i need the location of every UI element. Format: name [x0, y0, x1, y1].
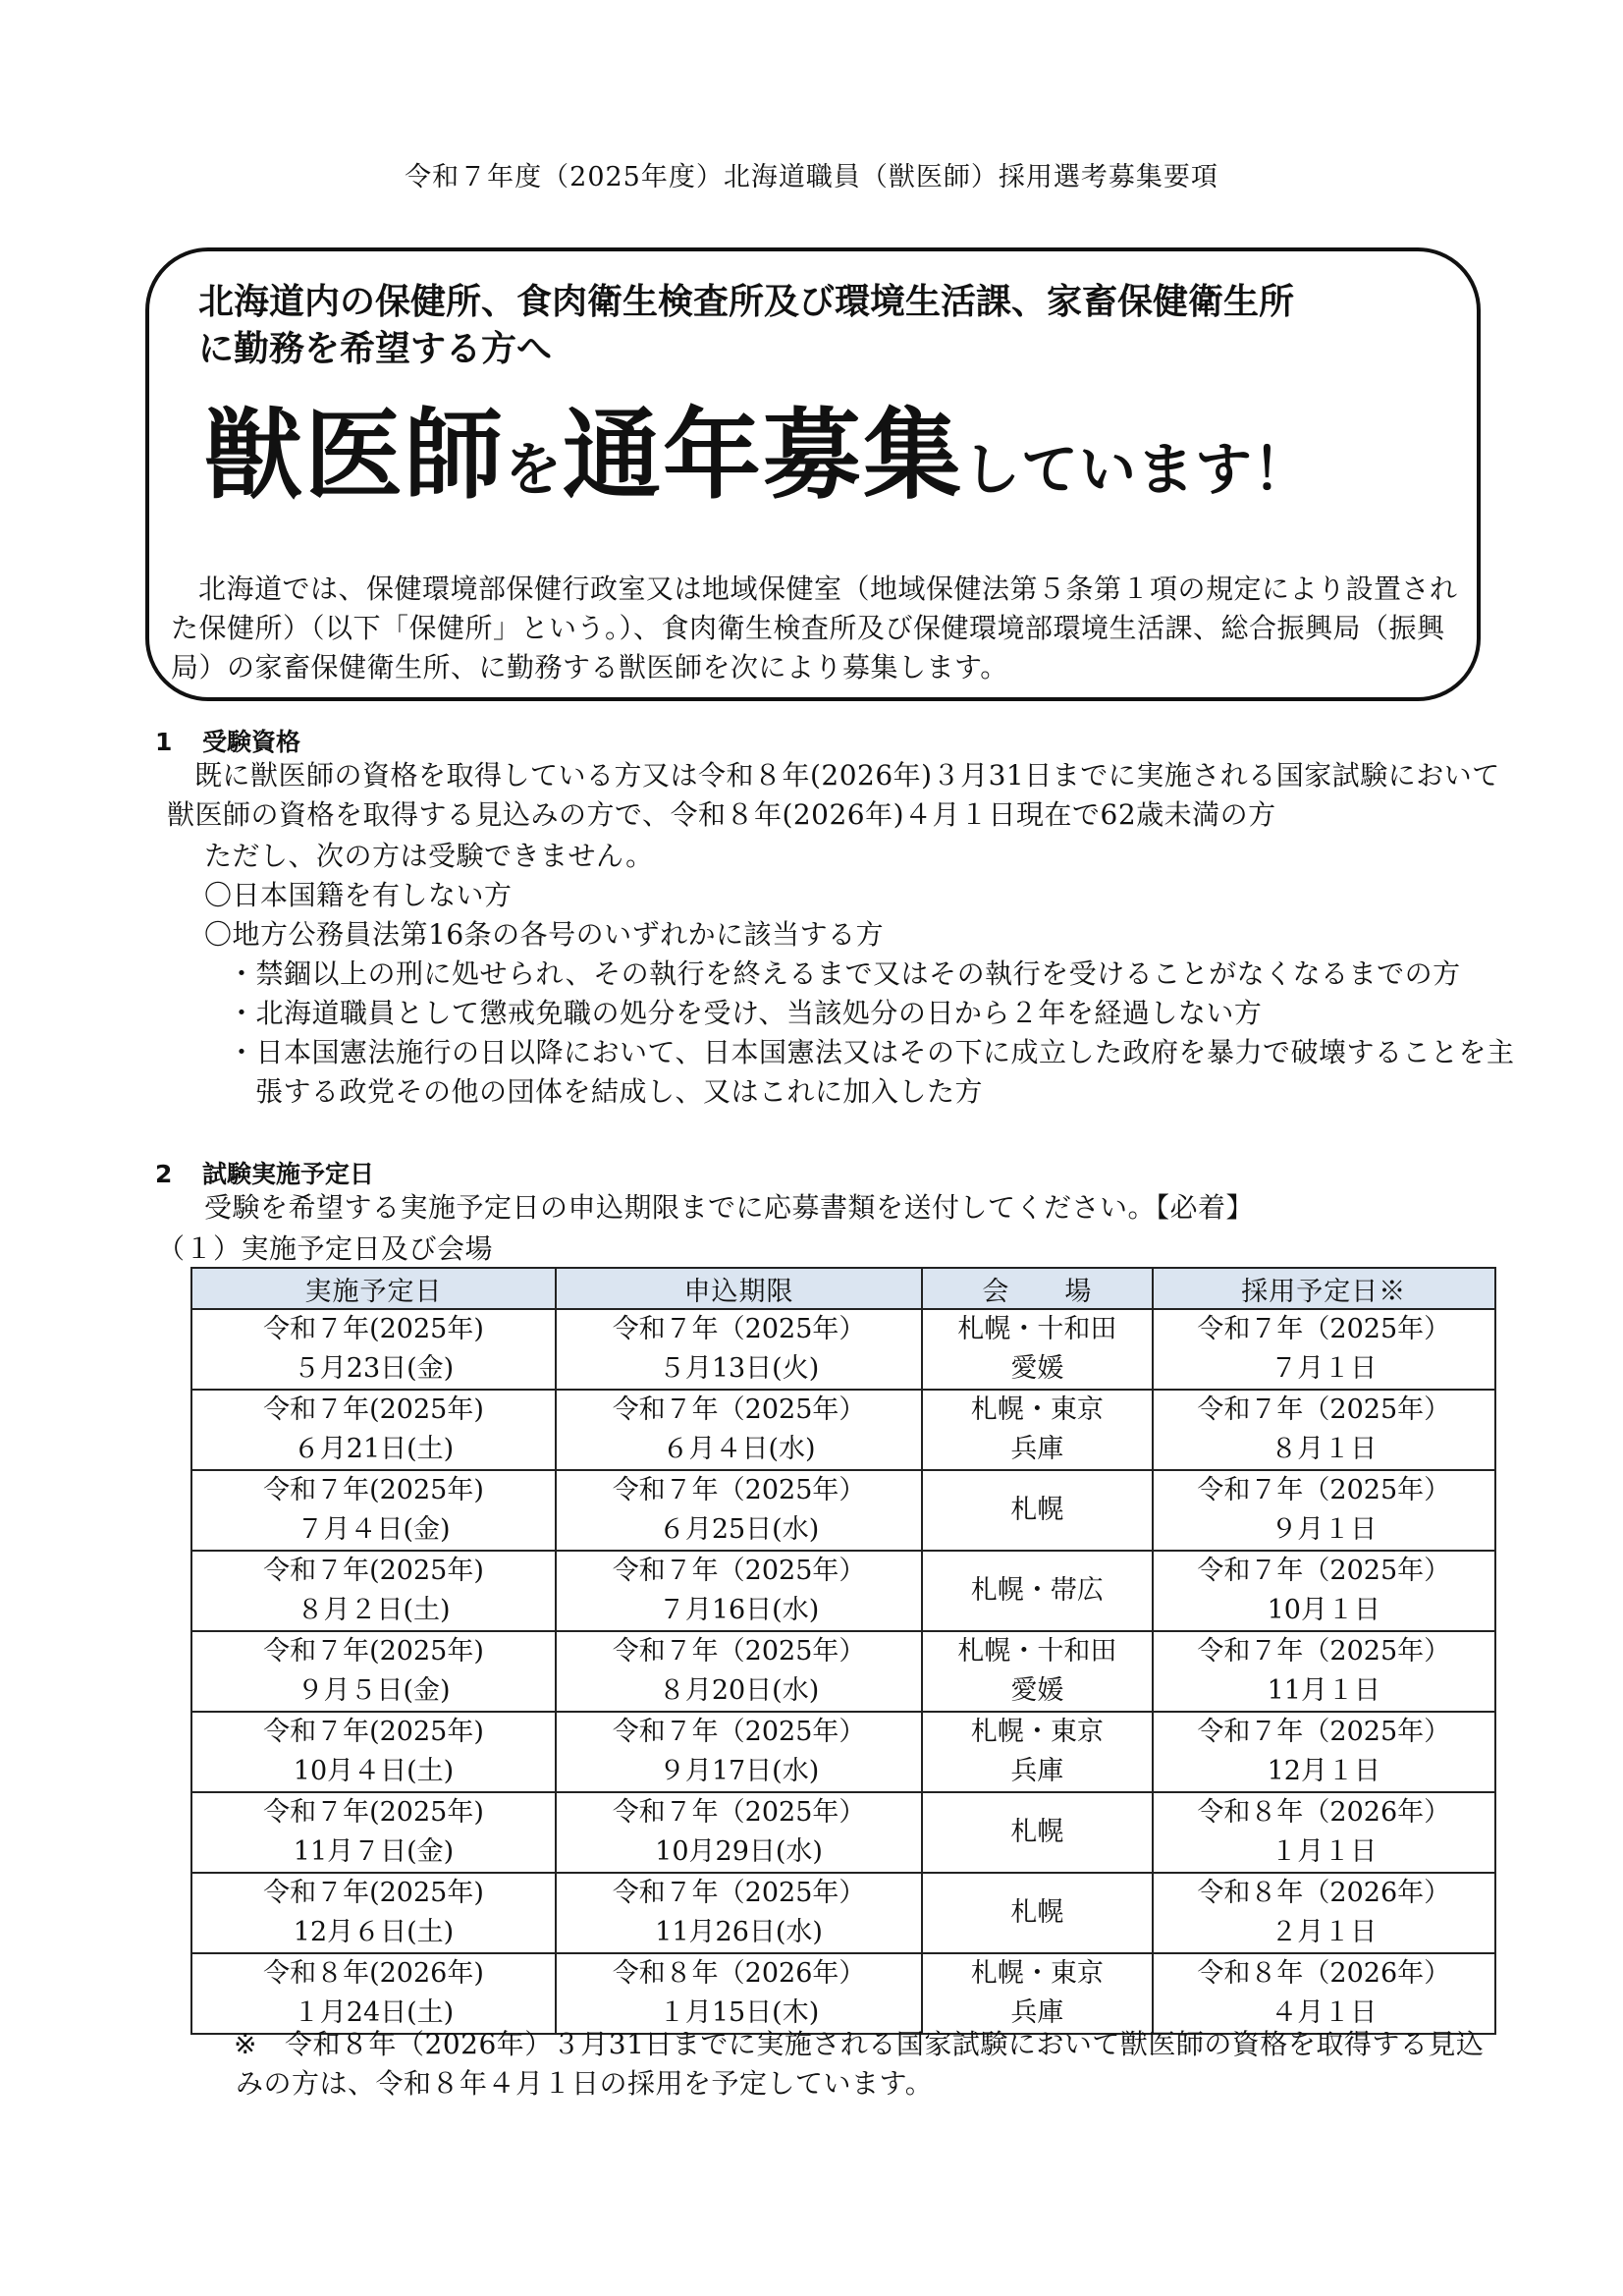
cell-hire-date-line: ９月１日 [1271, 1514, 1378, 1545]
cell-hire-date [1153, 1309, 1495, 1390]
cell-exam-date-line: 令和７年(2025年) [263, 1394, 484, 1425]
cell-exam-date-line: ６月21日(土) [293, 1434, 455, 1464]
header-deadline: 申込期限 [556, 1268, 922, 1309]
cell-exam-date-line: １月24日(土) [293, 1997, 455, 2028]
cell-exam-date-line: 令和７年(2025年) [263, 1475, 484, 1505]
banner-headline [204, 398, 1312, 513]
headline-part1: 獣医師 [204, 398, 505, 513]
banner-lead-line2: に勤務を希望する方へ [198, 329, 553, 369]
cell-exam-date [191, 1631, 556, 1712]
cell-venue-line: 札幌・帯広 [970, 1575, 1104, 1606]
cell-hire-date-line: ２月１日 [1271, 1917, 1378, 1947]
headline-part3: 通年募集 [563, 398, 964, 513]
cell-hire-date-line: 11月１日 [1267, 1675, 1380, 1706]
cell-deadline-line: 令和８年（2026年） [612, 1958, 866, 1989]
cell-hire-date-line: 10月１日 [1267, 1595, 1380, 1625]
cell-deadline [556, 1551, 922, 1631]
cell-hire-date-line: １月１日 [1271, 1836, 1378, 1867]
bullet-disciplinary-dismissal: ・北海道職員として懲戒免職の処分を受け、当該処分の日から２年を経過しない方 [228, 997, 1263, 1029]
cell-deadline-line: ７月16日(水) [658, 1595, 820, 1625]
cell-hire-date-line: 令和７年（2025年） [1197, 1636, 1451, 1667]
cell-exam-date-line: ７月４日(金) [297, 1514, 451, 1545]
cell-exam-date-line: 令和７年(2025年) [263, 1556, 484, 1586]
cell-exam-date-line: ８月２日(土) [297, 1595, 451, 1625]
table-row [191, 1712, 1495, 1792]
table-row [191, 1953, 1495, 2034]
section2-lead: 受験を希望する実施予定日の申込期限までに応募書類を送付してください。【必着】 [204, 1191, 1255, 1224]
cell-venue [922, 1551, 1152, 1631]
cell-deadline-line: ８月20日(水) [658, 1675, 820, 1706]
cell-deadline-line: ５月13日(火) [658, 1353, 820, 1384]
cell-venue [922, 1470, 1152, 1551]
cell-venue-line: 札幌 [1010, 1495, 1064, 1525]
table-row [191, 1309, 1495, 1390]
cell-venue-line: 札幌 [1010, 1817, 1064, 1847]
cell-deadline-line: ９月17日(水) [658, 1756, 820, 1786]
section2-heading [155, 1155, 374, 1190]
table-row [191, 1631, 1495, 1712]
cell-deadline-line: 令和７年（2025年） [612, 1556, 866, 1586]
table-row [191, 1792, 1495, 1873]
header-exam-date: 実施予定日 [191, 1268, 556, 1309]
table-row [191, 1873, 1495, 1953]
cell-venue-line: 兵庫 [1010, 1434, 1064, 1464]
cell-exam-date-line: 12月６日(土) [293, 1917, 455, 1947]
cell-deadline [556, 1631, 922, 1712]
cell-deadline-line: 令和７年（2025年） [612, 1394, 866, 1425]
cell-exam-date [191, 1712, 556, 1792]
cell-exam-date-line: 令和８年(2026年) [263, 1958, 484, 1989]
cell-exam-date-line: 11月７日(金) [293, 1836, 455, 1867]
section1-body: 既に獣医師の資格を取得している方又は令和８年(2026年)３月31日までに実施される国家試験において獣医師の資格を取得する見込みの方で、令和８年(2026年)４月１日現在で62歳未満の方 [167, 759, 1500, 831]
cell-exam-date-line: 令和７年(2025年) [263, 1797, 484, 1828]
cell-hire-date [1153, 1712, 1495, 1792]
cell-venue [922, 1873, 1152, 1953]
cell-hire-date-line: 令和７年（2025年） [1197, 1717, 1451, 1747]
section1-heading [155, 723, 300, 758]
headline-part2: を [505, 436, 564, 503]
footnote-line1: 令和８年（2026年）３月31日までに実施される国家試験において獣医師の資格を取得する見込 [285, 2028, 1485, 2060]
cell-venue-line: 札幌・東京 [970, 1394, 1104, 1425]
cell-venue [922, 1631, 1152, 1712]
cell-hire-date [1153, 1631, 1495, 1712]
table-header-row [191, 1268, 1495, 1309]
cell-hire-date-line: 令和７年（2025年） [1197, 1556, 1451, 1586]
cell-venue-line: 札幌・東京 [970, 1958, 1104, 1989]
cell-venue-line: 札幌・東京 [970, 1717, 1104, 1747]
recruitment-banner [145, 247, 1481, 701]
cell-exam-date-line: 令和７年(2025年) [263, 1878, 484, 1908]
cell-hire-date-line: 令和８年（2026年） [1197, 1797, 1451, 1828]
cell-exam-date [191, 1792, 556, 1873]
footnote [234, 2025, 1500, 2104]
cell-deadline [556, 1792, 922, 1873]
cell-hire-date-line: 令和７年（2025年） [1197, 1314, 1451, 1344]
cell-deadline-line: 11月26日(水) [655, 1917, 823, 1947]
cell-exam-date [191, 1873, 556, 1953]
condition-local-public-service-act: 〇地方公務員法第16条の各号のいずれかに該当する方 [204, 918, 885, 951]
banner-lead-line1: 北海道内の保健所、食肉衛生検査所及び環境生活課、家畜保健衛生所 [198, 282, 1295, 322]
cell-deadline [556, 1470, 922, 1551]
cell-venue-line: 札幌・十和田 [957, 1636, 1117, 1667]
cell-deadline-line: 令和７年（2025年） [612, 1797, 866, 1828]
cell-exam-date-line: 令和７年(2025年) [263, 1314, 484, 1344]
cell-deadline-line: 令和７年（2025年） [612, 1878, 866, 1908]
schedule-sub-heading: （１）実施予定日及び会場 [157, 1232, 494, 1265]
cell-deadline-line: 令和７年（2025年） [612, 1636, 866, 1667]
cell-hire-date-line: 令和７年（2025年） [1197, 1394, 1451, 1425]
cell-venue [922, 1712, 1152, 1792]
section1-number: 1 [155, 728, 173, 756]
cell-deadline [556, 1873, 922, 1953]
table-row [191, 1390, 1495, 1470]
cell-hire-date-line: 令和８年（2026年） [1197, 1878, 1451, 1908]
cell-venue-line: 愛媛 [1010, 1675, 1064, 1706]
cell-hire-date-line: 令和８年（2026年） [1197, 1958, 1451, 1989]
cell-exam-date-line: ５月23日(金) [293, 1353, 455, 1384]
cell-exam-date-line: 令和７年(2025年) [263, 1717, 484, 1747]
cell-exam-date-line: ９月５日(金) [297, 1675, 451, 1706]
cell-hire-date [1153, 1792, 1495, 1873]
footnote-mark: ※ [234, 2028, 257, 2060]
cell-hire-date [1153, 1470, 1495, 1551]
cell-venue-line: 兵庫 [1010, 1756, 1064, 1786]
cell-deadline-line: 令和７年（2025年） [612, 1717, 866, 1747]
bullet-constitution: ・日本国憲法施行の日以降において、日本国憲法又はその下に成立した政府を暴力で破壊することを主張する政党その他の団体を結成し、又はこれに加入した方 [228, 1036, 1515, 1108]
cell-hire-date-line: ８月１日 [1271, 1434, 1378, 1464]
cell-hire-date [1153, 1953, 1495, 2034]
headline-part4: しています！ [963, 436, 1312, 503]
header-venue: 会 場 [922, 1268, 1152, 1309]
cell-hire-date-line: ７月１日 [1271, 1353, 1378, 1384]
table-row [191, 1470, 1495, 1551]
cell-exam-date [191, 1470, 556, 1551]
cell-hire-date-line: 令和７年（2025年） [1197, 1475, 1451, 1505]
cell-exam-date [191, 1390, 556, 1470]
cell-exam-date [191, 1953, 556, 2034]
cell-deadline-line: 令和７年（2025年） [612, 1475, 866, 1505]
cell-venue-line: 札幌・十和田 [957, 1314, 1117, 1344]
cell-venue-line: 兵庫 [1010, 1997, 1064, 2028]
cell-exam-date [191, 1551, 556, 1631]
schedule-table-body [191, 1309, 1495, 2034]
cell-exam-date-line: 令和７年(2025年) [263, 1636, 484, 1667]
header-hire-date: 採用予定日※ [1153, 1268, 1495, 1309]
schedule-table [190, 1267, 1496, 2035]
banner-lead [198, 279, 1294, 373]
cell-venue [922, 1953, 1152, 2034]
cell-venue [922, 1390, 1152, 1470]
cell-deadline [556, 1953, 922, 2034]
cell-venue [922, 1792, 1152, 1873]
bullet-imprisonment: ・禁錮以上の刑に処せられ、その執行を終えるまで又はその執行を受けることがなくなるまでの方 [228, 957, 1461, 990]
section2-number: 2 [155, 1160, 173, 1188]
cell-deadline-line: ６月25日(水) [658, 1514, 820, 1545]
cell-deadline-line: 令和７年（2025年） [612, 1314, 866, 1344]
cell-venue [922, 1309, 1152, 1390]
cell-deadline [556, 1309, 922, 1390]
footnote-line2: みの方は、令和８年４月１日の採用を予定しています。 [236, 2067, 934, 2100]
condition-nationality: 〇日本国籍を有しない方 [204, 879, 513, 911]
cell-hire-date-line: 12月１日 [1267, 1756, 1380, 1786]
cell-deadline-line: ６月４日(水) [662, 1434, 816, 1464]
cell-deadline [556, 1390, 922, 1470]
section2-title: 試験実施予定日 [202, 1160, 375, 1188]
document-title: 令和７年度（2025年度）北海道職員（獣医師）採用選考募集要項 [405, 162, 1218, 192]
section1-title: 受験資格 [202, 728, 301, 756]
cell-deadline-line: １月15日(木) [658, 1997, 820, 2028]
banner-body: 北海道では、保健環境部保健行政室又は地域保健室（地域保健法第５条第１項の規定により設置された保健所）（以下「保健所」という。）、食肉衛生検査所及び保健環境部環境生活課、総合振興局（振興局）の家畜保健衛生所、に勤務する獣医師を次により募集します。 [171, 573, 1458, 683]
cell-exam-date [191, 1309, 556, 1390]
cell-hire-date [1153, 1873, 1495, 1953]
cell-venue-line: 愛媛 [1010, 1353, 1064, 1384]
cell-exam-date-line: 10月４日(土) [293, 1756, 455, 1786]
cell-hire-date-line: ４月１日 [1271, 1997, 1378, 2028]
cell-venue-line: 札幌 [1010, 1897, 1064, 1928]
cell-hire-date [1153, 1390, 1495, 1470]
cell-deadline [556, 1712, 922, 1792]
table-row [191, 1551, 1495, 1631]
cell-deadline-line: 10月29日(水) [655, 1836, 823, 1867]
cell-hire-date [1153, 1551, 1495, 1631]
section1-note: ただし、次の方は受験できません。 [204, 840, 654, 872]
